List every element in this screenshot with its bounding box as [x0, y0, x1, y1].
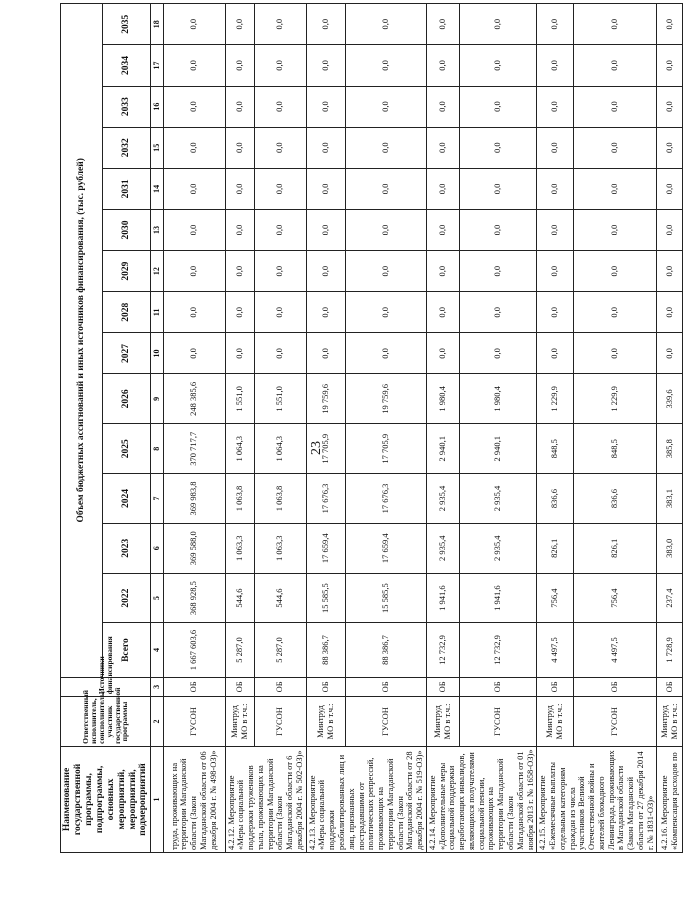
row-year-value: 0,0 [225, 251, 254, 292]
table-row [345, 4, 426, 853]
row-year-value: 0,0 [657, 251, 683, 292]
header-year: 2032 [102, 127, 150, 168]
column-index: 6 [151, 523, 163, 573]
row-source: ОБ [460, 677, 537, 696]
row-year-value: 2 940,1 [426, 424, 459, 474]
row-year-value: 0,0 [225, 168, 254, 209]
column-index: 13 [151, 209, 163, 250]
row-year-value: 17 659,4 [306, 523, 345, 573]
row-total-value: 4 497,5 [573, 623, 657, 677]
row-year-value: 1 980,4 [426, 374, 459, 424]
row-year-value: 369 983,8 [163, 474, 225, 524]
row-year-value: 848,5 [573, 424, 657, 474]
row-year-value: 0,0 [460, 333, 537, 374]
row-year-value: 0,0 [573, 209, 657, 250]
row-total-value: 1 728,9 [657, 623, 683, 677]
row-year-value: 826,1 [537, 523, 573, 573]
row-year-value: 0,0 [225, 127, 254, 168]
row-year-value: 1 941,6 [460, 573, 537, 623]
header-year: 2026 [102, 374, 150, 424]
row-year-value: 0,0 [345, 4, 426, 45]
table-row [254, 4, 306, 853]
row-total-value: 12 732,9 [426, 623, 459, 677]
header-year: 2022 [102, 573, 150, 623]
row-year-value: 17 676,3 [345, 474, 426, 524]
row-year-value: 0,0 [426, 209, 459, 250]
row-year-value: 0,0 [225, 292, 254, 333]
header-year: 2034 [102, 45, 150, 86]
header-year: 2027 [102, 333, 150, 374]
row-source: ОБ [657, 677, 683, 696]
row-year-value: 1 229,9 [573, 374, 657, 424]
header-total: Всего [102, 623, 150, 677]
row-name: труда, проживающих на территории Магаданской области (Закон Магаданской области от 06 декабря 2004 г. № 498-ОЗ)» [163, 746, 225, 852]
column-index: 3 [151, 677, 163, 696]
table-row [460, 4, 537, 853]
header-year: 2030 [102, 209, 150, 250]
row-year-value: 0,0 [163, 4, 225, 45]
row-executor: ГУСОН [163, 697, 225, 747]
row-year-value: 1 063,3 [254, 523, 306, 573]
header-name: Наименование государственной программы, подпрограммы, основных мероприятий, мероприятий, подмероприятий [61, 746, 151, 852]
row-year-value: 17 676,3 [306, 474, 345, 524]
row-year-value: 383,0 [657, 523, 683, 573]
column-index: 16 [151, 86, 163, 127]
row-year-value: 17 659,4 [345, 523, 426, 573]
row-year-value: 0,0 [426, 292, 459, 333]
row-year-value: 0,0 [254, 45, 306, 86]
row-year-value: 0,0 [254, 292, 306, 333]
row-year-value: 0,0 [657, 45, 683, 86]
row-year-value: 0,0 [345, 127, 426, 168]
row-year-value: 0,0 [345, 45, 426, 86]
row-year-value: 0,0 [225, 209, 254, 250]
row-total-value: 12 732,9 [460, 623, 537, 677]
row-year-value: 0,0 [460, 292, 537, 333]
table-row [573, 4, 657, 853]
row-year-value: 0,0 [573, 127, 657, 168]
row-year-value: 0,0 [306, 209, 345, 250]
header-source: Источники финансирования [61, 677, 151, 696]
row-year-value: 0,0 [163, 251, 225, 292]
row-year-value: 0,0 [426, 333, 459, 374]
row-year-value: 0,0 [306, 168, 345, 209]
row-year-value: 0,0 [537, 209, 573, 250]
row-year-value: 1 551,0 [254, 374, 306, 424]
column-index: 17 [151, 45, 163, 86]
row-year-value: 0,0 [345, 292, 426, 333]
row-year-value: 0,0 [254, 251, 306, 292]
column-index: 1 [151, 746, 163, 852]
column-index: 11 [151, 292, 163, 333]
row-year-value: 0,0 [225, 86, 254, 127]
row-year-value: 0,0 [254, 4, 306, 45]
row-year-value: 0,0 [306, 292, 345, 333]
row-year-value: 0,0 [460, 127, 537, 168]
row-year-value: 0,0 [426, 4, 459, 45]
row-year-value: 2 935,4 [426, 523, 459, 573]
row-year-value: 756,4 [573, 573, 657, 623]
row-year-value: 2 935,4 [460, 474, 537, 524]
row-executor: ГУСОН [254, 697, 306, 747]
row-year-value: 0,0 [426, 86, 459, 127]
row-year-value: 848,5 [537, 424, 573, 474]
row-year-value: 0,0 [254, 209, 306, 250]
column-index: 12 [151, 251, 163, 292]
row-year-value: 0,0 [657, 86, 683, 127]
row-year-value: 0,0 [163, 168, 225, 209]
column-index: 8 [151, 424, 163, 474]
row-year-value: 385,8 [657, 424, 683, 474]
row-executor: Минтруд МО в т.ч.: [225, 697, 254, 747]
row-year-value: 0,0 [537, 333, 573, 374]
table-row [657, 4, 683, 853]
row-year-value: 836,6 [537, 474, 573, 524]
row-year-value: 836,6 [573, 474, 657, 524]
row-year-value: 0,0 [537, 86, 573, 127]
row-year-value: 1 551,0 [225, 374, 254, 424]
row-executor: ГУСОН [573, 697, 657, 747]
column-index: 5 [151, 573, 163, 623]
header-executor: Ответственный исполнитель, соисполнитель, участник государственной программы [61, 697, 151, 747]
row-year-value: 0,0 [254, 127, 306, 168]
row-year-value: 0,0 [225, 4, 254, 45]
row-year-value: 544,6 [225, 573, 254, 623]
row-executor: Минтруд МО в т.ч.: [426, 697, 459, 747]
row-year-value: 0,0 [306, 333, 345, 374]
row-year-value: 0,0 [426, 45, 459, 86]
row-year-value: 0,0 [537, 45, 573, 86]
column-index: 18 [151, 4, 163, 45]
row-total-value: 88 386,7 [306, 623, 345, 677]
table-row [163, 4, 225, 853]
row-name: 4.2.14. Мероприятие «Дополнительные меры социальной поддержки неработающих инвалидов, являющихся получателями социальной пенсии, проживающих на территории Магаданской области (Закон Магаданской области от 01 ноября 2013 г. № 1658-ОЗ)» [426, 746, 536, 852]
row-year-value: 0,0 [573, 45, 657, 86]
row-year-value: 0,0 [460, 45, 537, 86]
header-funding-group: Объем бюджетных ассигнований и иных источников финансирования, (тыс. рублей) [61, 4, 103, 678]
row-year-value: 369 588,0 [163, 523, 225, 573]
row-year-value: 368 928,5 [163, 573, 225, 623]
row-year-value: 2 935,4 [460, 523, 537, 573]
row-year-value: 544,6 [254, 573, 306, 623]
header-year: 2028 [102, 292, 150, 333]
column-index: 14 [151, 168, 163, 209]
row-year-value: 0,0 [426, 251, 459, 292]
row-year-value: 0,0 [345, 86, 426, 127]
row-year-value: 17 705,9 [345, 424, 426, 474]
row-year-value: 0,0 [306, 86, 345, 127]
row-source: ОБ [345, 677, 426, 696]
row-year-value: 0,0 [345, 209, 426, 250]
row-source: ОБ [426, 677, 459, 696]
row-year-value: 1 980,4 [460, 374, 537, 424]
row-year-value: 0,0 [657, 4, 683, 45]
column-index: 10 [151, 333, 163, 374]
row-source: ОБ [254, 677, 306, 696]
row-year-value: 0,0 [573, 86, 657, 127]
row-source: ОБ [306, 677, 345, 696]
row-year-value: 15 585,5 [345, 573, 426, 623]
row-year-value: 0,0 [163, 209, 225, 250]
row-year-value: 1 064,3 [225, 424, 254, 474]
row-executor: ГУСОН [460, 697, 537, 747]
row-year-value: 0,0 [460, 86, 537, 127]
row-name: 4.2.13. Мероприятие «Меры социальной поддержки реабилитированных лиц и лиц, признанных пострадавшими от политических репрессий, проживающих на территории Магаданской области (Закон Магаданской области от 28 декабря 2004 г. № 519-ОЗ)» [306, 746, 426, 852]
row-year-value: 0,0 [254, 168, 306, 209]
row-year-value: 0,0 [306, 127, 345, 168]
row-total-value: 5 287,0 [225, 623, 254, 677]
row-year-value: 0,0 [254, 333, 306, 374]
row-year-value: 0,0 [460, 251, 537, 292]
row-year-value: 0,0 [657, 333, 683, 374]
row-year-value: 248 385,6 [163, 374, 225, 424]
row-source: ОБ [225, 677, 254, 696]
row-year-value: 383,1 [657, 474, 683, 524]
row-year-value: 0,0 [426, 168, 459, 209]
row-year-value: 0,0 [537, 251, 573, 292]
row-executor: Минтруд МО в т.ч.: [657, 697, 683, 747]
row-year-value: 0,0 [573, 292, 657, 333]
row-total-value: 88 386,7 [345, 623, 426, 677]
row-year-value: 0,0 [345, 251, 426, 292]
table-row [225, 4, 254, 853]
column-index: 9 [151, 374, 163, 424]
row-year-value: 0,0 [163, 292, 225, 333]
row-total-value: 4 497,5 [537, 623, 573, 677]
row-year-value: 0,0 [657, 209, 683, 250]
row-year-value: 0,0 [163, 127, 225, 168]
row-total-value: 5 287,0 [254, 623, 306, 677]
row-year-value: 1 064,3 [254, 424, 306, 474]
row-year-value: 2 935,4 [426, 474, 459, 524]
table-row [426, 4, 459, 853]
row-year-value: 0,0 [426, 127, 459, 168]
row-name: 4.2.16. Мероприятие «Компенсация расходов по [657, 746, 683, 852]
table-row [537, 4, 573, 853]
row-year-value: 0,0 [163, 86, 225, 127]
row-year-value: 0,0 [573, 168, 657, 209]
row-year-value: 19 759,6 [345, 374, 426, 424]
row-executor: Минтруд МО в т.ч.: [537, 697, 573, 747]
column-index: 2 [151, 697, 163, 747]
row-name: 4.2.12. Мероприятие «Меры социальной поддержки тружеников тыла, проживающих на территории Магаданской области (Закон Магаданской области от 6 декабря 2004 г. № 502-ОЗ)» [225, 746, 306, 852]
row-year-value: 0,0 [225, 45, 254, 86]
row-year-value: 1 063,8 [254, 474, 306, 524]
row-source: ОБ [537, 677, 573, 696]
row-executor: ГУСОН [345, 697, 426, 747]
header-year: 2023 [102, 523, 150, 573]
row-year-value: 0,0 [460, 209, 537, 250]
row-year-value: 0,0 [225, 333, 254, 374]
row-year-value: 339,6 [657, 374, 683, 424]
row-year-value: 0,0 [657, 127, 683, 168]
row-year-value: 370 717,7 [163, 424, 225, 474]
row-year-value: 1 063,8 [225, 474, 254, 524]
column-index: 15 [151, 127, 163, 168]
row-year-value: 15 585,5 [306, 573, 345, 623]
row-year-value: 17 705,9 [306, 424, 345, 474]
row-year-value: 0,0 [460, 168, 537, 209]
row-name: 4.2.15. Мероприятие «Ежемесячные выплаты отдельным категориям граждан из числа участников Великой Отечественной войны и жителей блокадного Ленинграда, проживающих в Магаданской области (Закон Магаданской области от 27 декабря 2014 г. № 1831-ОЗ)» [537, 746, 657, 852]
row-year-value: 0,0 [537, 168, 573, 209]
row-year-value: 0,0 [657, 292, 683, 333]
header-year: 2029 [102, 251, 150, 292]
row-year-value: 0,0 [254, 86, 306, 127]
row-year-value: 0,0 [460, 4, 537, 45]
row-year-value: 0,0 [537, 127, 573, 168]
page-number: 23 [309, 441, 324, 455]
row-year-value: 0,0 [345, 333, 426, 374]
row-year-value: 0,0 [345, 168, 426, 209]
column-index: 4 [151, 623, 163, 677]
row-source: ОБ [163, 677, 225, 696]
row-year-value: 0,0 [163, 45, 225, 86]
row-year-value: 756,4 [537, 573, 573, 623]
row-year-value: 0,0 [537, 4, 573, 45]
row-year-value: 0,0 [573, 4, 657, 45]
rotated-page [60, 3, 679, 853]
row-year-value: 2 940,1 [460, 424, 537, 474]
table-row [306, 4, 345, 853]
row-year-value: 826,1 [573, 523, 657, 573]
row-year-value: 0,0 [537, 292, 573, 333]
row-executor: Минтруд МО в т.ч.: [306, 697, 345, 747]
row-year-value: 237,4 [657, 573, 683, 623]
row-year-value: 0,0 [573, 333, 657, 374]
row-year-value: 0,0 [306, 45, 345, 86]
row-year-value: 0,0 [163, 333, 225, 374]
header-year: 2025 [102, 424, 150, 474]
row-total-value: 1 667 603,6 [163, 623, 225, 677]
header-year: 2035 [102, 4, 150, 45]
header-year: 2031 [102, 168, 150, 209]
row-year-value: 0,0 [306, 251, 345, 292]
funding-table [60, 3, 683, 853]
row-year-value: 19 759,6 [306, 374, 345, 424]
header-year: 2033 [102, 86, 150, 127]
row-year-value: 0,0 [573, 251, 657, 292]
row-year-value: 1 063,3 [225, 523, 254, 573]
row-source: ОБ [573, 677, 657, 696]
row-year-value: 0,0 [306, 4, 345, 45]
header-year: 2024 [102, 474, 150, 524]
row-year-value: 1 941,6 [426, 573, 459, 623]
row-year-value: 0,0 [657, 168, 683, 209]
column-index: 7 [151, 474, 163, 524]
row-year-value: 1 229,9 [537, 374, 573, 424]
